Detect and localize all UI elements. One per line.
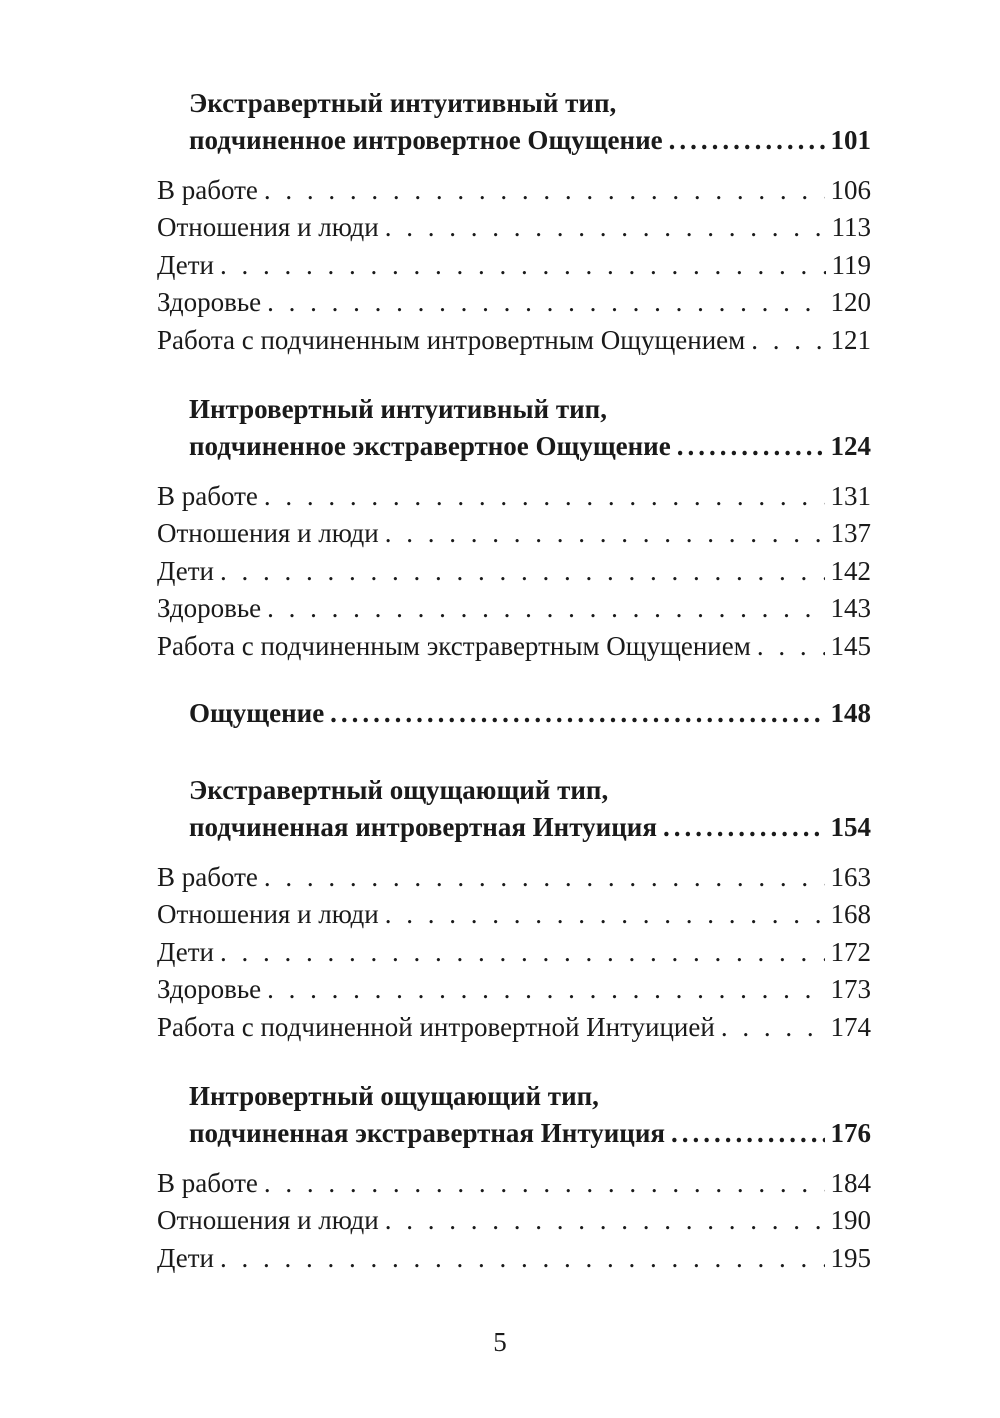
dot-leader [757,627,825,665]
toc-heading-label: подчиненное интровертное Ощущение [189,125,663,155]
dot-leader [671,1114,824,1152]
toc-page-number: 101 [830,125,871,155]
dot-leader [385,514,825,552]
dot-leader [669,121,825,159]
toc-entry[interactable] [157,1164,871,1202]
toc-heading-entry[interactable] [189,1114,871,1152]
dot-leader [267,283,824,321]
toc-heading-label: подчиненная интровертная Интуиция [189,812,657,842]
toc-entry-label: Здоровье [157,593,262,623]
toc-heading-line: Экстравертный ощущающий тип, [189,775,609,805]
toc-page-number: 143 [830,593,871,623]
toc-entry[interactable] [157,171,871,209]
dot-leader [267,589,824,627]
toc-heading-line: Интровертный интуитивный тип, [189,394,607,424]
toc-entry[interactable] [157,627,871,665]
toc-entry[interactable] [157,589,871,627]
toc-entry-label: Дети [157,937,214,967]
dot-leader [267,970,824,1008]
dot-leader [264,1164,825,1202]
toc-entry-label: Здоровье [157,974,262,1004]
toc-heading-entry[interactable] [189,121,871,159]
page-number-folio: 5 [493,1327,507,1357]
toc-page-number: 121 [830,325,871,355]
toc-entry[interactable] [157,1239,871,1277]
toc-heading-entry[interactable] [189,808,871,846]
toc-page-number: 195 [830,1243,871,1273]
toc-entry[interactable] [157,514,871,552]
toc-page-number: 154 [830,812,871,842]
dot-leader [220,246,826,284]
toc-entry-label: Отношения и люди [157,212,379,242]
toc-entry[interactable] [157,970,871,1008]
toc-heading-label: подчиненная экстравертная Интуиция [189,1118,666,1148]
toc-page-number: 119 [831,250,871,280]
toc-entry[interactable] [157,477,871,515]
dot-leader [385,208,826,246]
dot-leader [330,694,824,732]
toc-entry-label: Дети [157,556,214,586]
toc-page-number: 131 [830,481,871,511]
toc-heading-label: Ощущение [189,698,325,728]
toc-entry-label: Работа с подчиненной интровертной Интуицией [157,1012,715,1042]
toc-heading-line: Экстравертный интуитивный тип, [189,88,617,118]
toc-page-number: 163 [830,862,871,892]
toc-entry-label: Здоровье [157,287,262,317]
toc-entry-label: В работе [157,175,258,205]
toc-page-number: 145 [830,631,871,661]
dot-leader [220,552,825,590]
toc-page-number: 148 [830,698,871,728]
toc-entry-label: Работа с подчиненным интровертным Ощущением [157,325,746,355]
toc-heading-entry[interactable] [189,694,871,732]
toc-entry-label: Работа с подчиненным экстравертным Ощущением [157,631,751,661]
toc-entry-label: В работе [157,481,258,511]
toc-entry[interactable] [157,858,871,896]
toc-page-number: 113 [831,212,871,242]
toc-entry-label: Отношения и люди [157,899,379,929]
dot-leader [663,808,825,846]
toc-entry[interactable] [157,1201,871,1239]
toc-entry[interactable] [157,895,871,933]
dot-leader [220,933,825,971]
dot-leader [264,858,825,896]
toc-heading-entry[interactable] [189,427,871,465]
dot-leader [264,171,825,209]
dot-leader [385,895,825,933]
toc-page-number: 168 [830,899,871,929]
toc-entry-label: Отношения и люди [157,1205,379,1235]
toc-entry[interactable] [157,1008,871,1046]
toc-page-number: 176 [830,1118,871,1148]
dot-leader [264,477,825,515]
toc-entry[interactable] [157,552,871,590]
dot-leader [385,1201,825,1239]
toc-entry-label: В работе [157,862,258,892]
toc-entry[interactable] [157,208,871,246]
dot-leader [721,1008,825,1046]
toc-entry-label: Дети [157,1243,214,1273]
dot-leader [677,427,825,465]
toc-entry-label: Отношения и люди [157,518,379,548]
toc-page-number: 172 [830,937,871,967]
toc-page-number: 173 [830,974,871,1004]
toc-entry-label: В работе [157,1168,258,1198]
toc-entry-label: Дети [157,250,214,280]
toc-entry[interactable] [157,321,871,359]
toc-page-number: 190 [830,1205,871,1235]
toc-entry[interactable] [157,283,871,321]
toc-page-number: 124 [830,431,871,461]
toc-page-number: 174 [830,1012,871,1042]
toc-heading-label: подчиненное экстравертное Ощущение [189,431,671,461]
toc-page-number: 137 [830,518,871,548]
toc-heading-line: Интровертный ощущающий тип, [189,1081,599,1111]
toc-page-number: 106 [830,175,871,205]
toc-entry[interactable] [157,933,871,971]
toc-page-number: 120 [830,287,871,317]
toc-entry[interactable] [157,246,871,284]
toc-page-number: 142 [830,556,871,586]
toc-page-number: 184 [830,1168,871,1198]
dot-leader [220,1239,825,1277]
dot-leader [751,321,824,359]
